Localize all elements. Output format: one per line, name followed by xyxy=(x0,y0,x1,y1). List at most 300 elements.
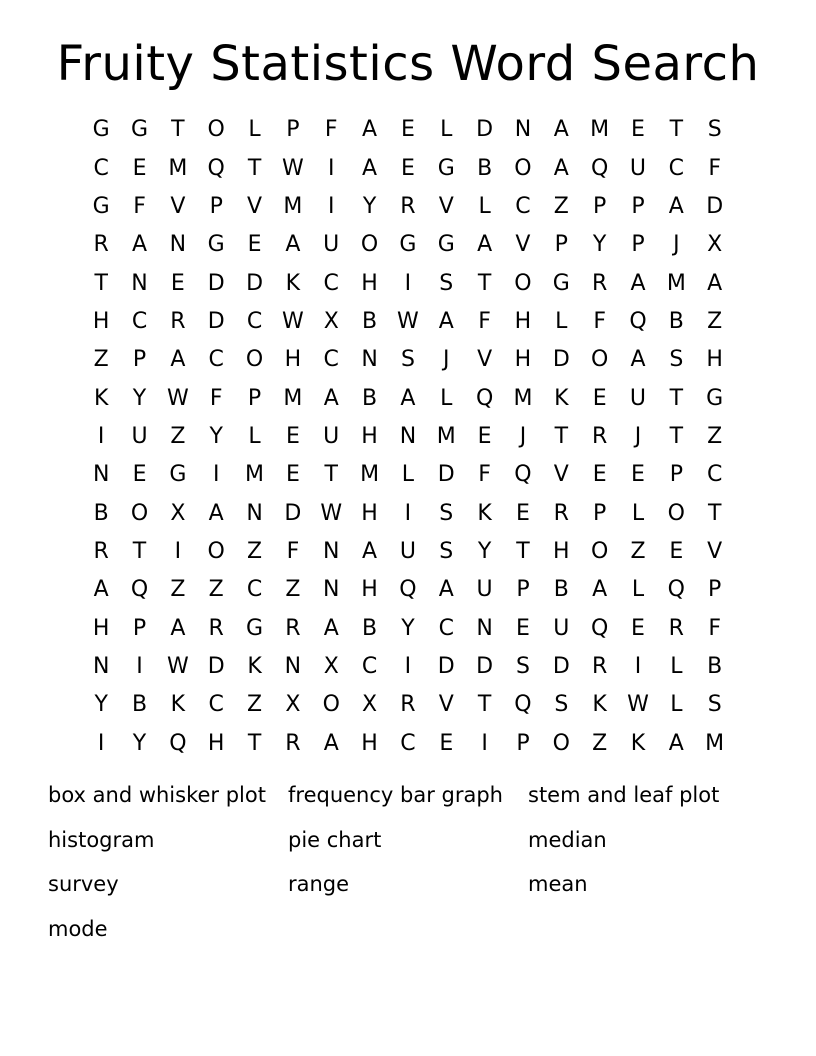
grid-letter: N xyxy=(92,462,110,488)
grid-letter: P xyxy=(132,615,147,641)
grid-letter: T xyxy=(247,155,262,181)
grid-letter: H xyxy=(514,308,532,334)
grid-letter: Z xyxy=(247,538,263,564)
grid-letter: R xyxy=(400,692,416,718)
grid-letter: Z xyxy=(592,730,608,756)
grid-letter: O xyxy=(667,500,685,526)
grid-letter: N xyxy=(399,423,417,449)
grid-letter: D xyxy=(207,270,225,296)
word-bank-item: pie chart xyxy=(288,827,382,852)
grid-letter: K xyxy=(554,385,569,411)
grid-row xyxy=(82,341,734,379)
grid-letter: E xyxy=(285,423,300,449)
grid-letter: L xyxy=(440,117,453,143)
grid-letter: Z xyxy=(170,423,186,449)
grid-letter: N xyxy=(323,538,340,564)
grid-letter: C xyxy=(246,308,263,334)
grid-letter: E xyxy=(247,232,262,258)
grid-letter: P xyxy=(593,193,607,219)
grid-letter: T xyxy=(669,385,684,411)
grid-row xyxy=(82,303,734,341)
grid-letter: C xyxy=(438,615,454,641)
grid-letter: S xyxy=(439,500,454,526)
grid-letter: E xyxy=(132,155,147,181)
grid-letter: D xyxy=(207,308,225,334)
grid-letter: K xyxy=(592,692,607,718)
grid-letter: V xyxy=(553,462,569,488)
grid-letter: M xyxy=(590,117,610,143)
grid-letter: D xyxy=(706,193,724,219)
grid-letter: Q xyxy=(130,577,149,603)
grid-letter: K xyxy=(247,653,262,679)
grid-letter: A xyxy=(668,730,684,756)
grid-letter: M xyxy=(283,193,303,219)
grid-letter: O xyxy=(360,232,379,258)
grid-letter: P xyxy=(209,193,223,219)
grid-row xyxy=(82,418,734,456)
grid-letter: R xyxy=(591,423,608,449)
grid-letter: G xyxy=(169,462,187,488)
grid-letter: L xyxy=(478,193,491,219)
grid-letter: E xyxy=(132,462,147,488)
grid-letter: I xyxy=(634,653,642,679)
grid-letter: U xyxy=(553,615,570,641)
grid-letter: D xyxy=(284,500,302,526)
grid-letter: Q xyxy=(514,692,532,718)
grid-letter: L xyxy=(670,692,683,718)
grid-letter: T xyxy=(94,270,108,296)
grid-letter: F xyxy=(478,462,491,488)
grid-row xyxy=(82,533,734,571)
grid-letter: O xyxy=(207,117,225,143)
grid-letter: T xyxy=(171,117,185,143)
grid-letter: K xyxy=(285,270,301,296)
grid-letter: N xyxy=(323,577,340,603)
grid-letter: Y xyxy=(592,232,607,258)
grid-letter: H xyxy=(361,577,378,603)
grid-letter: I xyxy=(97,423,105,449)
grid-letter: B xyxy=(93,500,109,526)
grid-letter: U xyxy=(629,155,647,181)
grid-letter: S xyxy=(439,538,454,564)
grid-letter: H xyxy=(553,538,570,564)
grid-letter: Z xyxy=(630,538,646,564)
grid-letter: E xyxy=(631,615,645,641)
grid-letter: E xyxy=(592,385,607,411)
grid-letter: V xyxy=(170,193,186,219)
grid-letter: T xyxy=(669,423,684,449)
grid-letter: A xyxy=(630,347,646,373)
grid-letter: B xyxy=(553,577,569,603)
grid-letter: S xyxy=(400,347,415,373)
grid-letter: H xyxy=(92,615,110,641)
grid-letter: H xyxy=(361,730,378,756)
grid-letter: R xyxy=(208,615,224,641)
word-bank-item: mode xyxy=(48,917,108,942)
grid-letter: A xyxy=(323,730,339,756)
word-bank-item: frequency bar graph xyxy=(288,783,503,807)
grid-letter: G xyxy=(706,385,724,411)
grid-letter: P xyxy=(516,577,530,603)
grid-letter: G xyxy=(552,270,570,296)
grid-letter: M xyxy=(283,385,303,411)
grid-letter: L xyxy=(631,577,645,603)
grid-letter: H xyxy=(284,347,302,373)
grid-letter: E xyxy=(631,462,645,488)
grid-letter: I xyxy=(212,462,220,488)
grid-letter: J xyxy=(519,423,527,449)
grid-letter: U xyxy=(323,423,340,449)
grid-letter: T xyxy=(516,538,530,564)
grid-letter: R xyxy=(170,308,186,334)
grid-row xyxy=(82,648,734,686)
grid-letter: B xyxy=(668,308,684,334)
grid-letter: A xyxy=(668,193,684,219)
grid-letter: G xyxy=(437,232,455,258)
grid-letter: K xyxy=(93,385,109,411)
grid-letter: B xyxy=(131,692,148,718)
grid-letter: Y xyxy=(132,385,147,411)
grid-letter: B xyxy=(477,155,493,181)
grid-letter: Q xyxy=(590,615,609,641)
grid-letter: A xyxy=(592,577,608,603)
grid-letter: C xyxy=(208,692,224,718)
grid-letter: C xyxy=(93,155,109,181)
grid-letter: A xyxy=(438,308,454,334)
grid-letter: P xyxy=(631,232,645,258)
grid-letter: E xyxy=(170,270,185,296)
grid-letter: F xyxy=(708,155,721,181)
grid-letter: A xyxy=(93,577,109,603)
grid-row xyxy=(82,571,734,609)
grid-letter: O xyxy=(130,500,149,526)
grid-letter: L xyxy=(248,117,261,143)
grid-letter: Z xyxy=(707,308,723,334)
grid-letter: N xyxy=(169,232,187,258)
grid-letter: Q xyxy=(629,308,647,334)
grid-letter: N xyxy=(514,117,532,143)
grid-letter: O xyxy=(590,347,609,373)
grid-row xyxy=(82,379,734,417)
grid-letter: I xyxy=(174,538,182,564)
grid-letter: C xyxy=(246,577,263,603)
grid-letter: Z xyxy=(247,692,263,718)
grid-letter: P xyxy=(516,730,530,756)
grid-letter: Q xyxy=(590,155,609,181)
grid-letter: K xyxy=(170,692,186,718)
grid-letter: Q xyxy=(667,577,685,603)
grid-letter: D xyxy=(552,653,570,679)
grid-letter: S xyxy=(669,347,684,373)
grid-letter: N xyxy=(131,270,148,296)
grid-letter: E xyxy=(400,117,415,143)
grid-letter: Y xyxy=(209,423,223,449)
grid-letter: W xyxy=(320,500,343,526)
grid-letter: Q xyxy=(514,462,532,488)
grid-letter: P xyxy=(132,347,147,373)
grid-letter: A xyxy=(553,155,569,181)
grid-letter: G xyxy=(207,232,225,258)
page-title: Fruity Statistics Word Search xyxy=(56,36,760,92)
grid-letter: C xyxy=(706,462,723,488)
grid-letter: Z xyxy=(208,577,224,603)
grid-letter: F xyxy=(324,117,338,143)
grid-letter: D xyxy=(437,653,455,679)
grid-letter: D xyxy=(207,653,225,679)
grid-letter: O xyxy=(590,538,609,564)
grid-letter: O xyxy=(322,692,340,718)
grid-letter: Q xyxy=(399,577,417,603)
grid-letter: L xyxy=(670,653,683,679)
grid-letter: D xyxy=(476,117,494,143)
grid-letter: C xyxy=(131,308,148,334)
grid-letter: M xyxy=(705,730,725,756)
grid-row xyxy=(82,149,734,187)
grid-letter: O xyxy=(245,347,264,373)
grid-letter: X xyxy=(323,653,339,679)
grid-letter: H xyxy=(361,500,378,526)
grid-letter: E xyxy=(285,462,300,488)
grid-letter: O xyxy=(514,270,532,296)
grid-letter: E xyxy=(516,500,530,526)
grid-letter: W xyxy=(166,653,189,679)
grid-letter: H xyxy=(207,730,225,756)
grid-letter: A xyxy=(362,538,378,564)
grid-letter: A xyxy=(323,615,339,641)
grid-letter: I xyxy=(404,500,412,526)
grid-letter: R xyxy=(285,615,301,641)
grid-letter: X xyxy=(323,308,339,334)
grid-row xyxy=(82,725,734,763)
grid-letter: C xyxy=(400,730,416,756)
grid-letter: I xyxy=(327,155,335,181)
word-bank-item: range xyxy=(288,872,350,897)
grid-letter: E xyxy=(669,538,684,564)
grid-letter: V xyxy=(515,232,531,258)
grid-letter: G xyxy=(399,232,417,258)
grid-letter: T xyxy=(669,117,684,143)
grid-letter: S xyxy=(707,117,722,143)
grid-letter: F xyxy=(209,385,223,411)
grid-letter: U xyxy=(629,385,647,411)
grid-letter: H xyxy=(514,347,532,373)
grid-letter: I xyxy=(404,653,412,679)
grid-letter: S xyxy=(515,653,530,679)
grid-letter: T xyxy=(554,423,569,449)
grid-letter: I xyxy=(136,653,143,679)
word-bank-item: mean xyxy=(528,872,588,897)
grid-letter: E xyxy=(477,423,492,449)
grid-letter: C xyxy=(515,193,531,219)
grid-letter: M xyxy=(360,462,380,488)
grid-letter: U xyxy=(476,577,493,603)
grid-letter: T xyxy=(477,692,492,718)
grid-letter: W xyxy=(397,308,419,334)
grid-letter: O xyxy=(207,538,225,564)
grid-letter: T xyxy=(707,500,722,526)
grid-letter: Y xyxy=(401,615,415,641)
grid-letter: L xyxy=(401,462,415,488)
grid-row xyxy=(82,226,734,264)
grid-row xyxy=(82,609,734,647)
grid-letter: L xyxy=(440,385,453,411)
grid-letter: J xyxy=(673,232,680,258)
grid-letter: A xyxy=(208,500,224,526)
grid-letter: G xyxy=(246,615,264,641)
grid-letter: E xyxy=(400,155,415,181)
grid-letter: N xyxy=(92,653,110,679)
grid-letter: Z xyxy=(553,193,569,219)
grid-letter: Q xyxy=(475,385,494,411)
grid-letter: G xyxy=(437,155,455,181)
grid-letter: E xyxy=(592,462,607,488)
grid-letter: B xyxy=(362,308,378,334)
word-bank-item: median xyxy=(528,827,607,852)
grid-row xyxy=(82,264,734,302)
grid-letter: A xyxy=(323,385,339,411)
grid-letter: D xyxy=(552,347,570,373)
grid-letter: O xyxy=(552,730,570,756)
grid-letter: G xyxy=(92,117,110,143)
grid-letter: W xyxy=(627,692,649,718)
grid-letter: P xyxy=(708,577,722,603)
grid-letter: A xyxy=(438,577,454,603)
grid-letter: T xyxy=(324,462,338,488)
grid-letter: N xyxy=(361,347,378,373)
grid-letter: Q xyxy=(207,155,225,181)
grid-letter: R xyxy=(400,193,416,219)
grid-letter: C xyxy=(323,270,339,296)
grid-letter: R xyxy=(93,232,109,258)
grid-letter: V xyxy=(247,193,263,219)
grid-letter: A xyxy=(477,232,493,258)
grid-letter: W xyxy=(282,155,304,181)
grid-letter: A xyxy=(170,615,186,641)
grid-letter: R xyxy=(93,538,109,564)
grid-letter: Q xyxy=(169,730,187,756)
grid-letter: A xyxy=(170,347,186,373)
grid-letter: C xyxy=(361,653,378,679)
grid-letter: P xyxy=(554,232,568,258)
grid-letter: X xyxy=(170,500,186,526)
grid-letter: A xyxy=(362,117,378,143)
grid-letter: Y xyxy=(362,193,377,219)
grid-letter: I xyxy=(404,270,412,296)
grid-letter: I xyxy=(327,193,335,219)
grid-letter: E xyxy=(631,117,645,143)
grid-letter: G xyxy=(130,117,149,143)
word-bank-item: stem and leaf plot xyxy=(528,783,720,807)
grid-letter: B xyxy=(362,615,378,641)
grid-letter: S xyxy=(439,270,454,296)
grid-letter: F xyxy=(708,615,721,641)
grid-letter: Y xyxy=(132,730,147,756)
grid-letter: C xyxy=(668,155,685,181)
letter-grid xyxy=(82,111,734,763)
grid-letter: V xyxy=(438,692,454,718)
grid-letter: I xyxy=(481,730,488,756)
word-bank-item: box and whisker plot xyxy=(48,783,266,807)
grid-letter: P xyxy=(669,462,683,488)
grid-letter: V xyxy=(438,193,454,219)
grid-letter: Z xyxy=(285,577,301,603)
grid-letter: Y xyxy=(477,538,492,564)
grid-letter: T xyxy=(247,730,262,756)
grid-letter: A xyxy=(707,270,723,296)
grid-letter: H xyxy=(92,308,110,334)
grid-letter: B xyxy=(362,385,378,411)
grid-letter: V xyxy=(707,538,723,564)
grid-letter: D xyxy=(476,653,494,679)
grid-letter: M xyxy=(666,270,686,296)
grid-letter: D xyxy=(246,270,264,296)
grid-letter: W xyxy=(166,385,189,411)
grid-letter: C xyxy=(208,347,224,373)
grid-letter: A xyxy=(285,232,301,258)
grid-letter: N xyxy=(284,653,302,679)
grid-row xyxy=(82,456,734,494)
grid-letter: X xyxy=(362,692,378,718)
grid-letter: K xyxy=(477,500,492,526)
grid-letter: D xyxy=(437,462,455,488)
grid-row xyxy=(82,188,734,226)
grid-letter: P xyxy=(286,117,300,143)
grid-letter: X xyxy=(707,232,723,258)
grid-letter: R xyxy=(553,500,569,526)
grid-row xyxy=(82,494,734,532)
grid-letter: W xyxy=(282,308,304,334)
grid-letter: V xyxy=(477,347,493,373)
grid-letter: P xyxy=(247,385,262,411)
grid-letter: F xyxy=(286,538,300,564)
grid-letter: J xyxy=(634,423,642,449)
grid-letter: R xyxy=(591,270,608,296)
grid-letter: A xyxy=(131,232,148,258)
grid-letter: J xyxy=(443,347,450,373)
grid-letter: M xyxy=(245,462,265,488)
grid-letter: Z xyxy=(707,423,723,449)
grid-letter: R xyxy=(285,730,301,756)
grid-letter: Z xyxy=(170,577,186,603)
grid-letter: M xyxy=(168,155,188,181)
grid-letter: A xyxy=(630,270,646,296)
grid-letter: Z xyxy=(93,347,109,373)
grid-letter: E xyxy=(516,615,530,641)
grid-letter: E xyxy=(439,730,454,756)
grid-letter: P xyxy=(631,193,645,219)
grid-letter: B xyxy=(707,653,723,679)
grid-letter: P xyxy=(593,500,607,526)
grid-letter: R xyxy=(668,615,684,641)
grid-letter: U xyxy=(399,538,416,564)
grid-letter: T xyxy=(477,270,492,296)
word-bank-item: survey xyxy=(48,872,119,897)
grid-letter: S xyxy=(554,692,569,718)
grid-row xyxy=(82,111,734,149)
grid-row xyxy=(82,686,734,724)
grid-letter: K xyxy=(630,730,646,756)
grid-letter: X xyxy=(285,692,301,718)
word-bank xyxy=(48,778,768,957)
grid-letter: O xyxy=(514,155,532,181)
grid-letter: L xyxy=(631,500,645,526)
grid-letter: G xyxy=(92,193,110,219)
grid-letter: A xyxy=(553,117,569,143)
grid-letter: M xyxy=(436,423,456,449)
grid-letter: F xyxy=(593,308,606,334)
grid-letter: L xyxy=(555,308,568,334)
grid-letter: S xyxy=(707,692,722,718)
